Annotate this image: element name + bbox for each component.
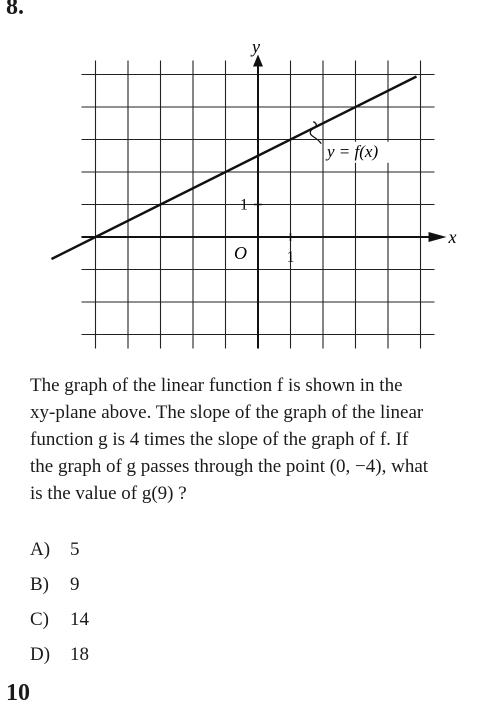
origin-label: O [234, 243, 247, 263]
prompt-line: The graph of the linear function f is shown in the [30, 375, 403, 396]
y-tick-label: 1 [240, 196, 248, 214]
choice-letter: D) [30, 644, 51, 665]
choice-value: 18 [70, 644, 89, 665]
next-question-number: 10 [6, 680, 30, 706]
y-axis-label: y [252, 36, 260, 57]
choice-b[interactable] [30, 572, 89, 607]
prompt-line: function g is 4 times the slope of the graph of f. If [30, 429, 409, 450]
choice-c[interactable] [30, 607, 89, 642]
prompt-line: is the value of g(9) ? [30, 483, 187, 504]
choice-value: 5 [70, 539, 80, 560]
prompt-line: xy-plane above. The slope of the graph of the linear [30, 402, 424, 423]
choice-letter: C) [30, 609, 49, 630]
function-label: y = f(x) [327, 141, 379, 161]
axes [82, 55, 447, 349]
choice-letter: A) [30, 539, 51, 560]
choice-letter: B) [30, 574, 49, 595]
x-axis-label: x [448, 227, 457, 247]
x-axis-arrow [429, 232, 447, 242]
answer-choices [30, 537, 89, 677]
x-tick-label: 1 [286, 249, 295, 266]
prompt-line: the graph of g passes through the point (0, −4), what [30, 456, 429, 477]
choice-value: 9 [70, 574, 80, 595]
question-prompt [30, 372, 488, 507]
question-number: 8. [6, 0, 24, 20]
function-line [52, 77, 417, 260]
choice-value: 14 [70, 609, 89, 630]
choice-a[interactable] [30, 537, 89, 572]
choice-d[interactable] [30, 642, 89, 677]
